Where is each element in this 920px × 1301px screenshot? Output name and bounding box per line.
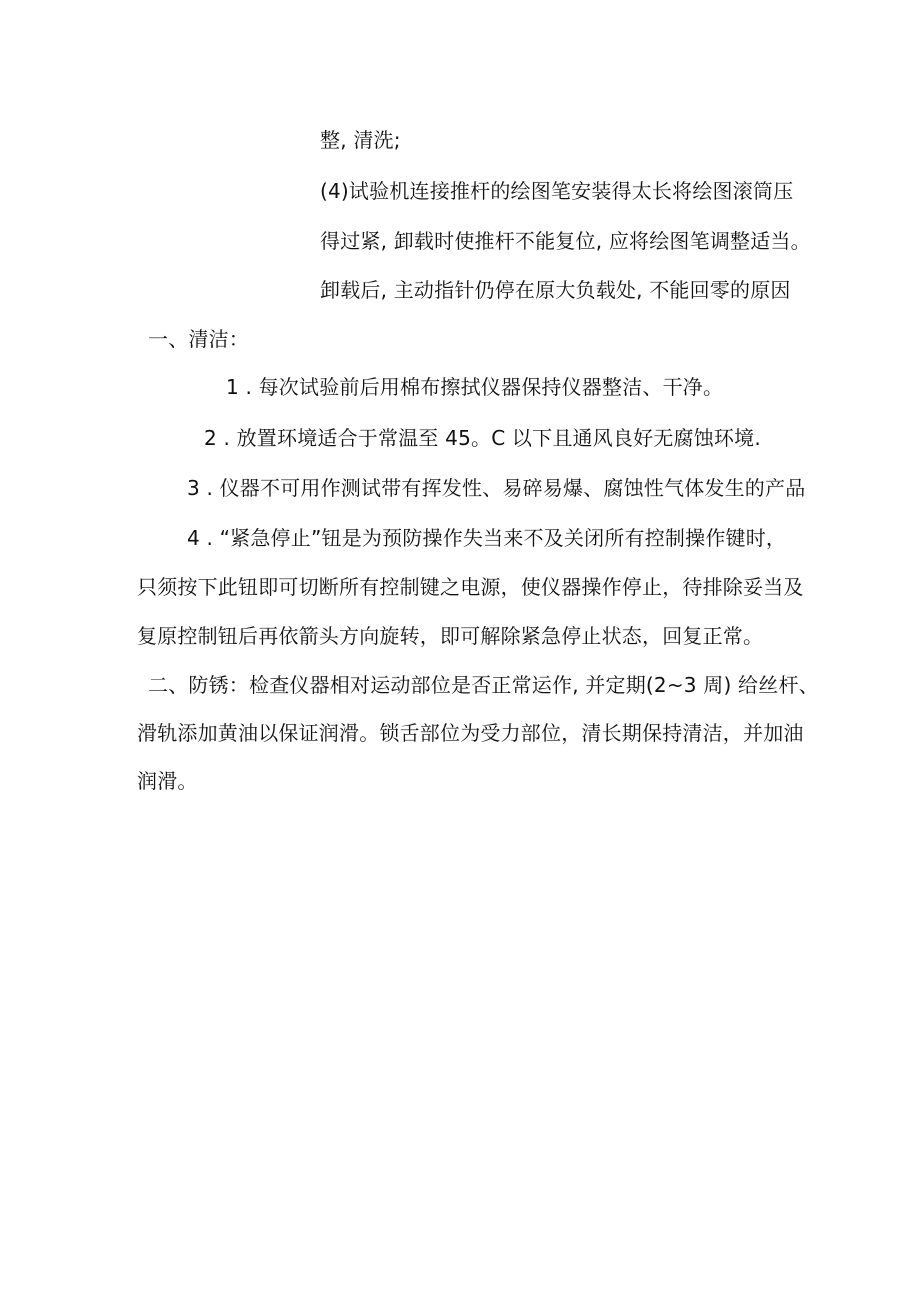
- section-heading: 一、清洁：: [148, 327, 249, 351]
- text-line: 整, 清洗;: [320, 128, 401, 152]
- list-item: 1 . 每次试验前后用棉布擦拭仪器保持仪器整洁、干净。: [226, 375, 724, 399]
- list-item-continuation: 复原控制钮后再依箭头方向旋转，即可解除紧急停止状态，回复正常。: [137, 624, 764, 648]
- text-line: 得过紧, 卸载时使推杆不能复位, 应将绘图笔调整适当。: [320, 229, 811, 253]
- list-item-continuation: 只须按下此钮即可切断所有控制键之电源，使仪器操作停止，待排除妥当及: [137, 575, 804, 599]
- section-paragraph-continuation: 润滑。: [137, 769, 198, 793]
- list-item: 2 . 放置环境适合于常温至 45。C 以下且通风良好无腐蚀环境.: [204, 426, 761, 450]
- text-line: 卸载后, 主动指针仍停在原大负载处, 不能回零的原因: [320, 278, 791, 302]
- text-line: (4)试验机连接推杆的绘图笔安装得太长将绘图滚筒压: [320, 179, 794, 203]
- list-item: 4 . “紧急停止”钮是为预防操作失当来不及关闭所有控制操作键时，: [187, 526, 787, 550]
- list-item: 3 . 仪器不可用作测试带有挥发性、易碎易爆、腐蚀性气体发生的产品: [187, 476, 806, 500]
- section-paragraph: 二、防锈：检查仪器相对运动部位是否正常运作, 并定期(2~3 周) 给丝杆、: [148, 673, 819, 697]
- section-paragraph-continuation: 滑轨添加黄油以保证润滑。锁舌部位为受力部位，清长期保持清洁，并加油: [137, 721, 804, 745]
